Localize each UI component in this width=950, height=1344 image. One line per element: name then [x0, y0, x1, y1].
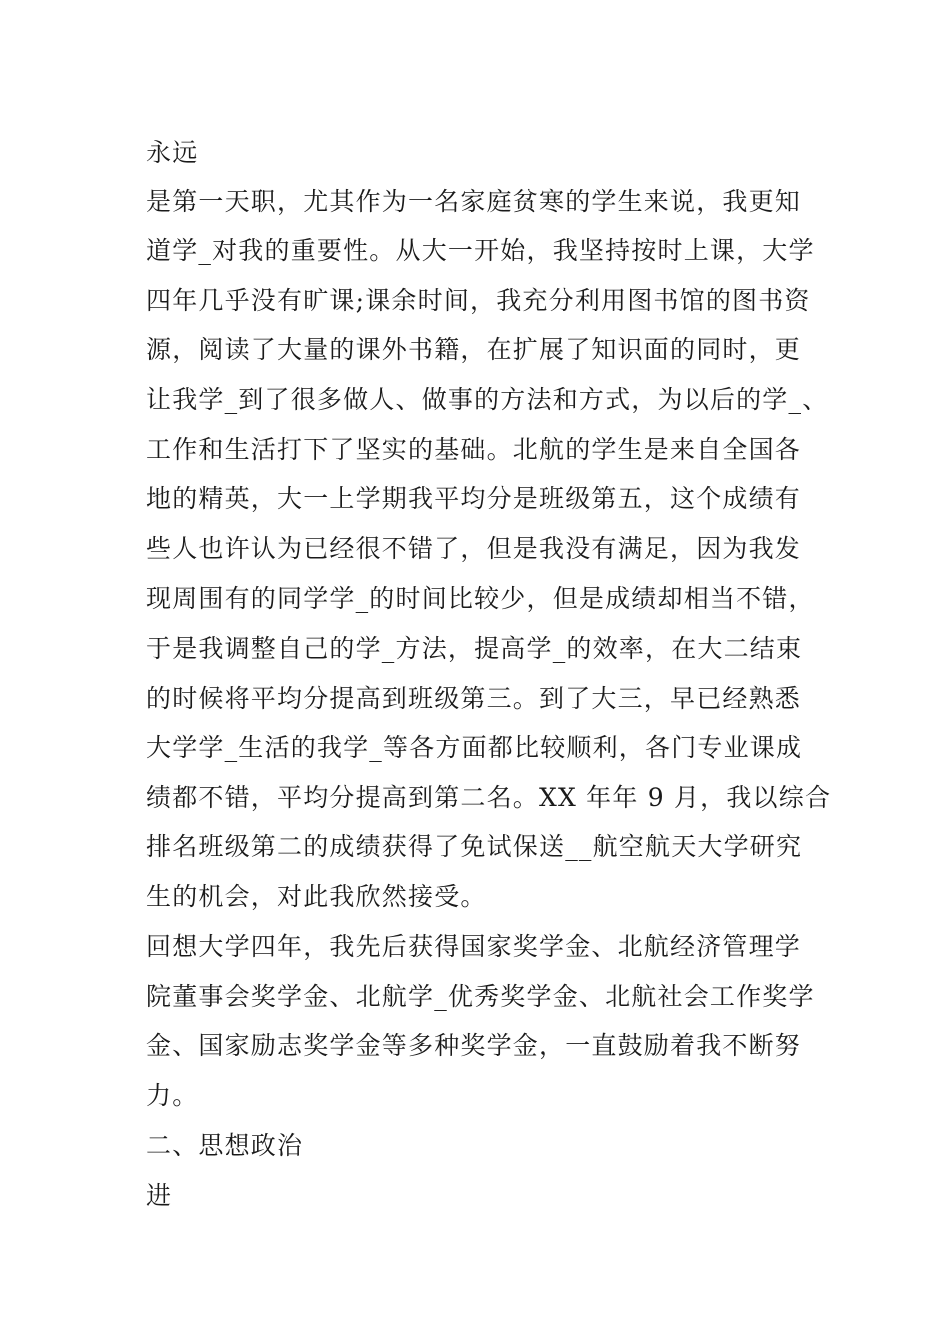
text-line: 金、国家励志奖学金等多种奖学金，一直鼓励着我不断努: [146, 1031, 802, 1060]
text-line: 生的机会，对此我欣然接受。: [146, 882, 487, 911]
text-line: 进: [146, 1181, 173, 1210]
section-heading: 二、思想政治: [146, 1131, 304, 1160]
text-line: 永远: [146, 138, 199, 167]
text-line: 是第一天职，尤其作为一名家庭贫寒的学生来说，我更知: [146, 187, 802, 216]
text-line: 工作和生活打下了坚实的基础。北航的学生是来自全国各: [146, 435, 802, 464]
text-line: 绩都不错，平均分提高到第二名。XX 年年 9 月，我以综合: [146, 783, 832, 812]
text-line: 四年几乎没有旷课;课余时间，我充分利用图书馆的图书资: [146, 286, 811, 315]
text-line: 大学学_生活的我学_等各方面都比较顺利，各门专业课成: [146, 733, 803, 762]
text-line: 现周围有的同学学_的时间比较少，但是成绩却相当不错，: [146, 584, 815, 613]
text-line: 源，阅读了大量的课外书籍，在扩展了知识面的同时，更: [146, 335, 802, 364]
text-line: 力。: [146, 1081, 199, 1110]
text-line: 院董事会奖学金、北航学_优秀奖学金、北航社会工作奖学: [146, 982, 815, 1011]
text-line: 些人也许认为已经很不错了，但是我没有满足，因为我发: [146, 534, 802, 563]
text-line: 地的精英，大一上学期我平均分是班级第五，这个成绩有: [146, 484, 802, 513]
text-line: 排名班级第二的成绩获得了免试保送__航空航天大学研究: [146, 832, 803, 861]
text-line: 回想大学四年，我先后获得国家奖学金、北航经济管理学: [146, 932, 802, 961]
text-line: 让我学_到了很多做人、做事的方法和方式，为以后的学_、: [146, 385, 829, 414]
text-line: 道学_对我的重要性。从大一开始，我坚持按时上课，大学: [146, 236, 815, 265]
text-line: 于是我调整自己的学_方法，提高学_的效率，在大二结束: [146, 634, 803, 663]
text-line: 的时候将平均分提高到班级第三。到了大三，早已经熟悉: [146, 684, 802, 713]
